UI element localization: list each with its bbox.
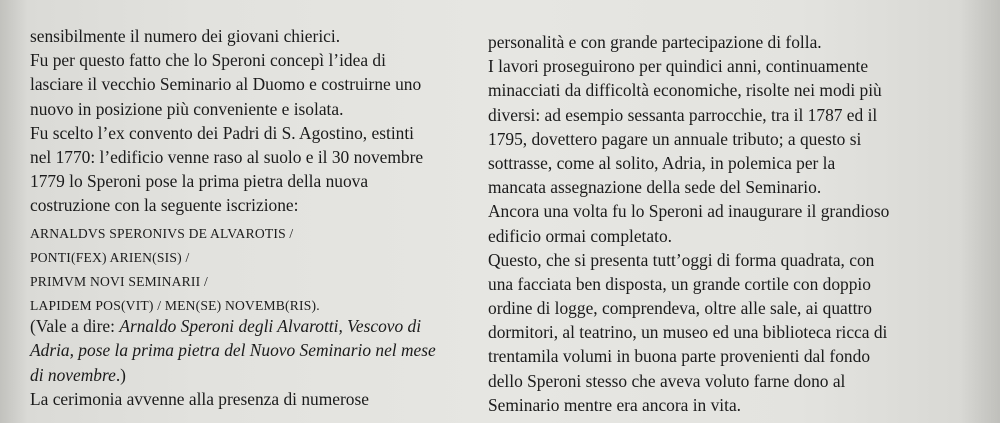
text-line: costruzione con la seguente iscrizione: [30, 195, 299, 216]
text-line: personalità e con grande partecipazione di folla. [488, 32, 822, 52]
text-line: edificio ormai completato. [488, 225, 672, 246]
text-line: I lavori proseguirono per quindici anni, continuamente [488, 56, 869, 77]
text-line: lasciare il vecchio Seminario al Duomo e costruirne uno [30, 74, 422, 95]
text-line: dormitori, al teatrino, un museo ed una biblioteca ricca di [488, 322, 888, 343]
text-line: nuovo in posizione più conveniente e isolata. [30, 98, 344, 119]
text-line: minacciati da difficoltà economiche, risolte nei modi più [488, 80, 882, 101]
translation-prefix: (Vale a dire: [30, 316, 120, 337]
page-gutter-shadow [0, 0, 28, 423]
text-line: nel 1770: l’edificio venne raso al suolo e il 30 novembre [30, 146, 424, 167]
text-line: mancata assegnazione della sede del Seminario. [488, 177, 822, 198]
text-line: trentamila volumi in buona parte provenienti dal fondo [488, 346, 871, 367]
text-line: una facciata ben disposta, un grande cortile con doppio [488, 273, 871, 294]
text-line: Seminario mentre era ancora in vita. [488, 394, 742, 415]
text-line: Ancora una volta fu lo Speroni ad inaugurare il grandioso [488, 201, 890, 222]
text-line: La cerimonia avvenne alla presenza di numerose [30, 388, 369, 409]
text-line: ordine di logge, comprendeva, oltre alle sale, ai quattro [488, 298, 872, 319]
inscription-line [30, 242, 470, 266]
inscription-line [30, 266, 470, 290]
text-line: Questo, che si presenta tutt’oggi di forma quadrata, con [488, 249, 875, 270]
text-line: sensibilmente il numero dei giovani chierici. [30, 26, 341, 46]
translation-italic: di novembre [30, 364, 116, 385]
right-text-column [488, 30, 958, 417]
text-line: dello Speroni stesso che aveva voluto farne dono al [488, 370, 846, 391]
translation-line [30, 363, 470, 387]
inscription-text: ARNALDVS SPERONIVS DE ALVAROTIS / [30, 225, 294, 241]
translation-italic: Arnaldo Speroni degli Alvarotti, Vescovo di [119, 316, 422, 337]
translation-italic: Adria, pose la prima pietra del Nuovo Seminario nel mese [30, 340, 436, 361]
inscription-text: PRIMVM NOVI SEMINARII / [30, 273, 208, 289]
page-edge-shadow [960, 0, 1000, 423]
text-line: Fu per questo fatto che lo Speroni concepì l’idea di [30, 50, 386, 71]
inscription-text: PONTI(FEX) ARIEN(SIS) / [30, 249, 190, 265]
inscription-line [30, 290, 470, 314]
text-line: 1779 lo Speroni pose la prima pietra della nuova [30, 171, 369, 192]
left-text-column [30, 24, 470, 411]
text-line: diversi: ad esempio sessanta parrocchie, tra il 1787 ed il [488, 104, 878, 125]
inscription-line [30, 218, 470, 242]
text-line: Fu scelto l’ex convento dei Padri di S. Agostino, estinti [30, 122, 415, 143]
inscription-text: LAPIDEM POS(VIT) / MEN(SE) NOVEMB(RIS). [30, 298, 320, 314]
text-line: sottrasse, come al solito, Adria, in polemica per la [488, 152, 836, 173]
translation-line [30, 338, 470, 362]
text-line: 1795, dovettero pagare un annuale tributo; a questo si [488, 128, 862, 149]
translation-line [30, 314, 470, 338]
translation-suffix: .) [115, 364, 126, 385]
